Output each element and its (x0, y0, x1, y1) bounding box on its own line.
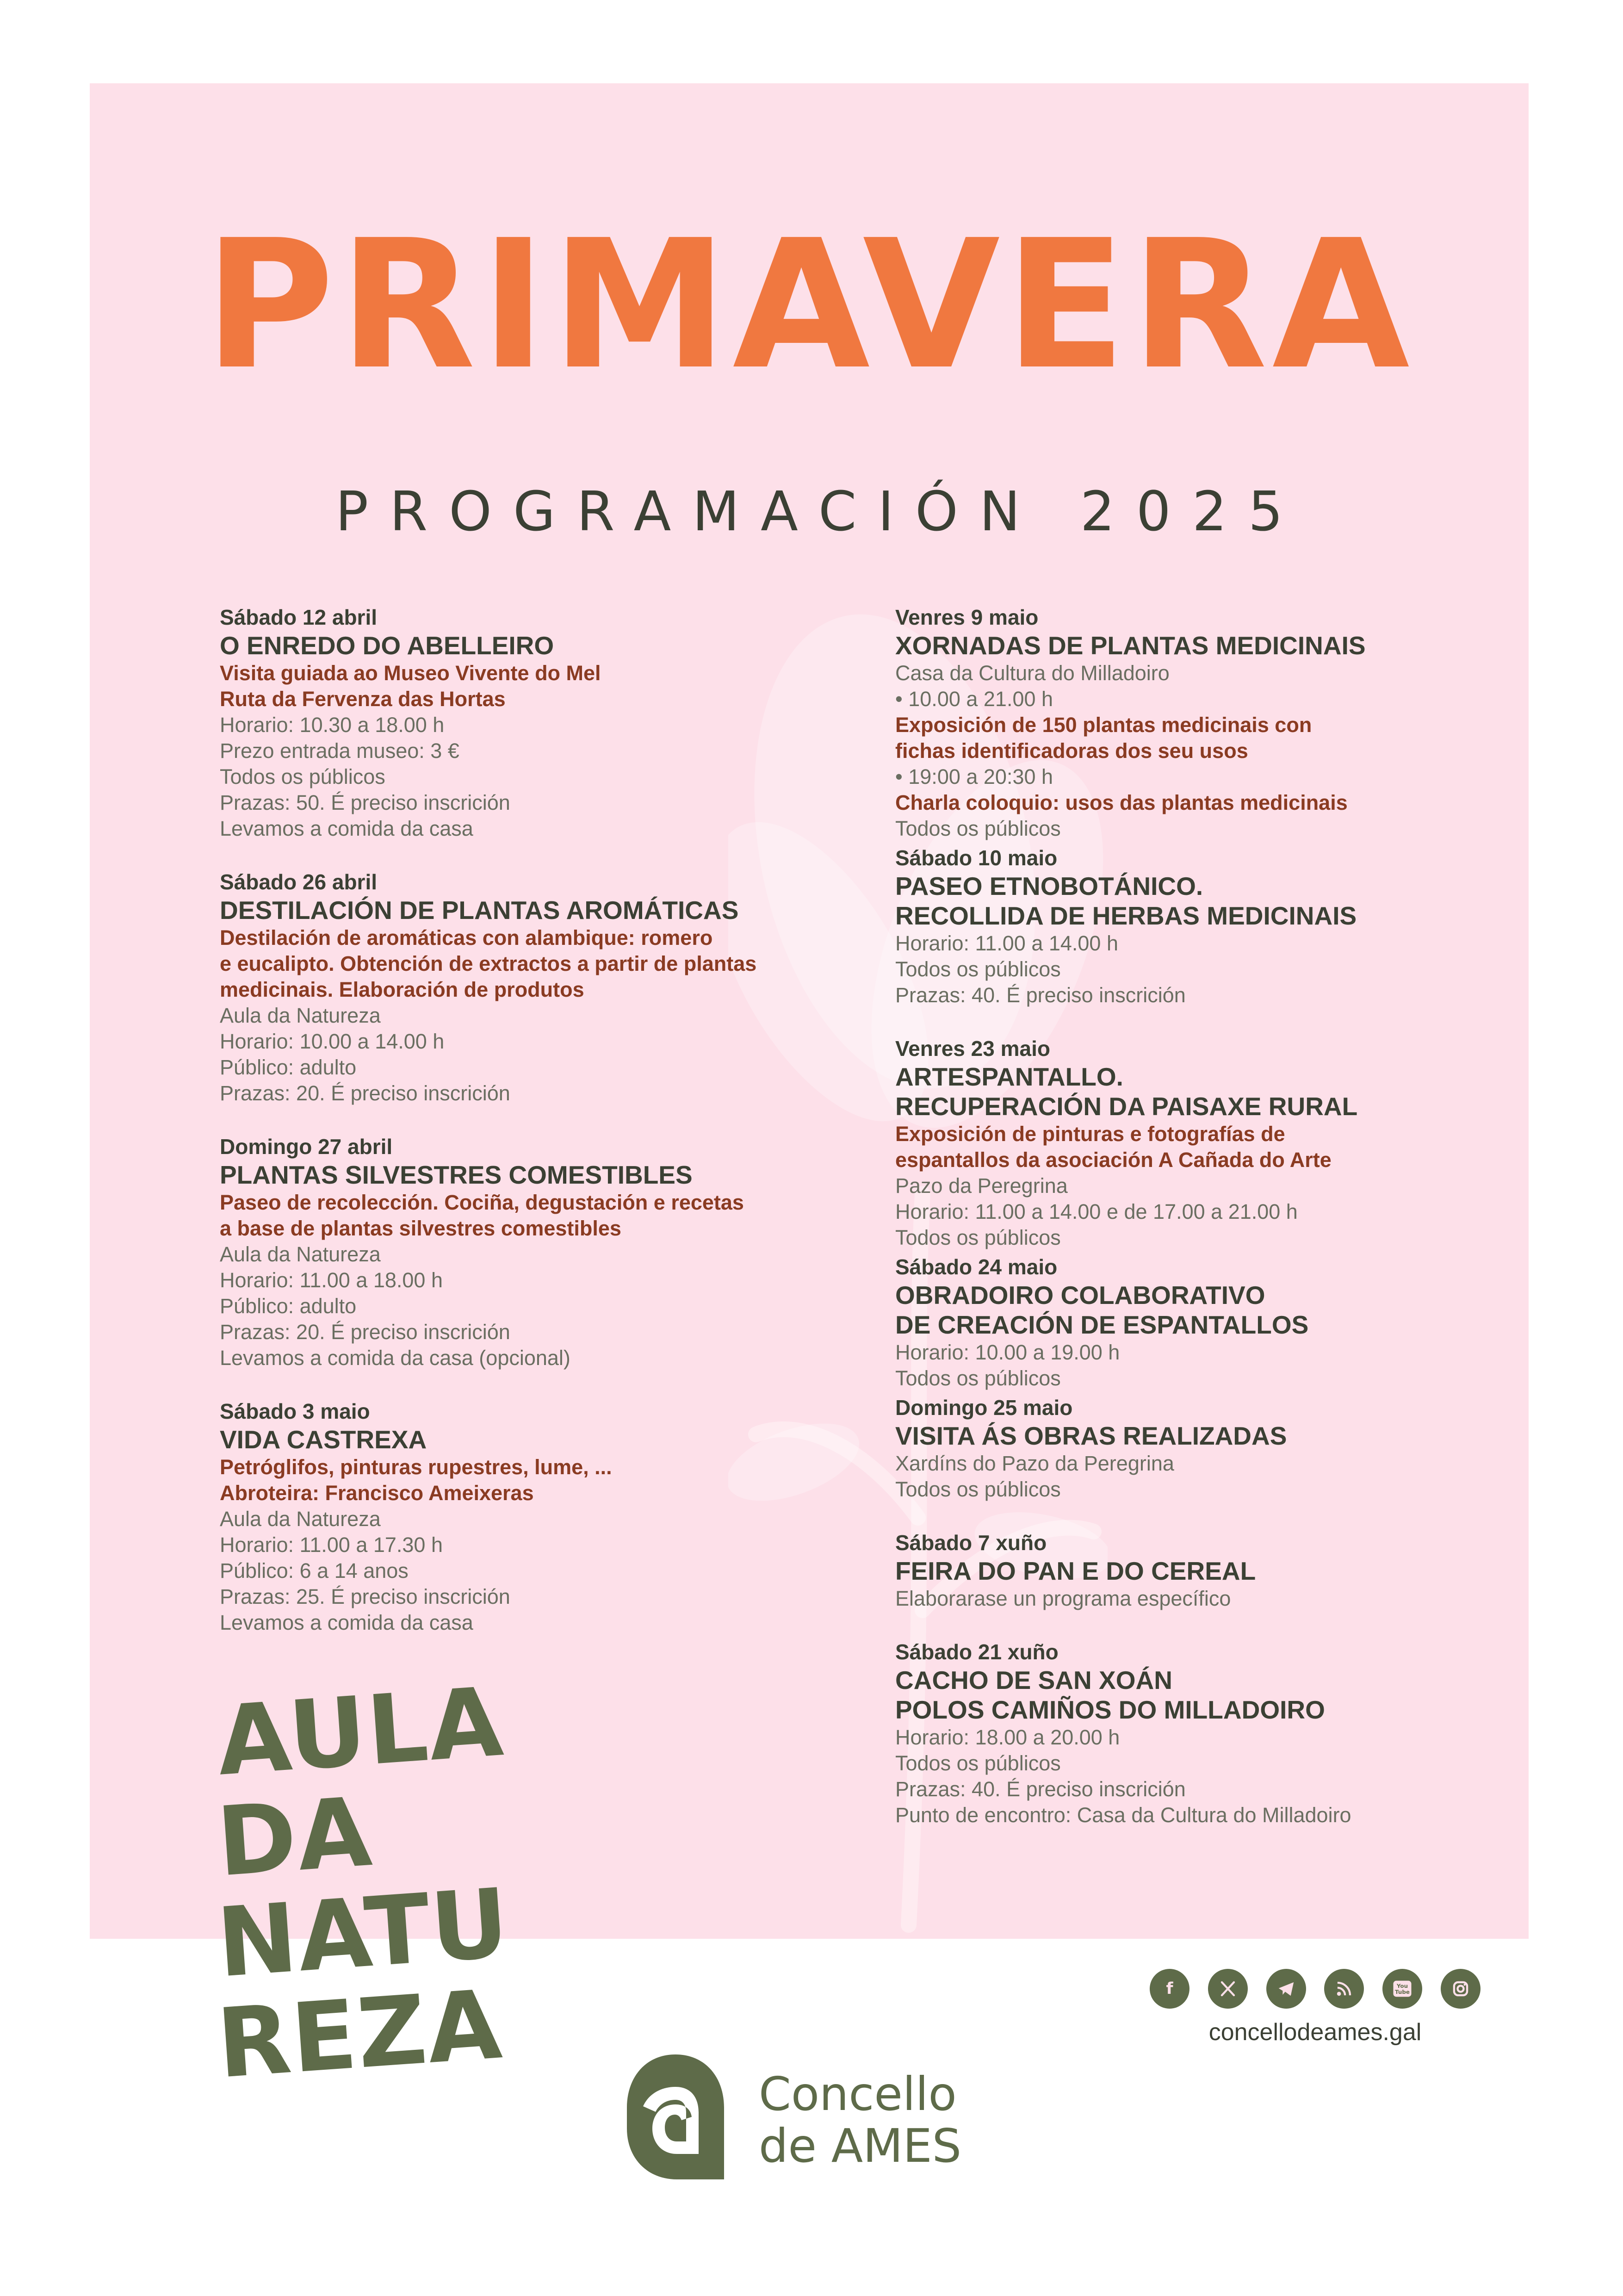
svg-text:f: f (1166, 1979, 1173, 1998)
event-description: Ruta da Fervenza das Hortas (220, 687, 506, 711)
event-block (220, 1133, 867, 1371)
page-title: PRIMAVERA (204, 202, 1414, 409)
aula-da-natureza-logo (213, 1666, 541, 2100)
event-description: Exposición de pinturas e fotografías de (895, 1122, 1285, 1146)
svg-text:Tube: Tube (1395, 1988, 1410, 1995)
event-info: Aula da Natureza (220, 1507, 381, 1531)
event-info: Prezo entrada museo: 3 € (220, 739, 459, 763)
events-column-right (895, 604, 1543, 1855)
event-info: Prazas: 20. É preciso inscrición (220, 1320, 510, 1344)
event-title: DESTILACIÓN DE PLANTAS AROMÁTICAS (220, 896, 739, 925)
event-block (895, 1529, 1543, 1612)
event-description: Petróglifos, pinturas rupestres, lume, ... (220, 1455, 612, 1479)
event-block (895, 1035, 1543, 1251)
event-info: Horario: 10.30 a 18.00 h (220, 713, 445, 737)
event-info: Público: adulto (220, 1055, 357, 1079)
telegram-icon[interactable] (1266, 1969, 1306, 2009)
event-block (895, 1253, 1543, 1391)
event-title: RECOLLIDA DE HERBAS MEDICINAIS (895, 901, 1357, 930)
event-info: Todos os públicos (895, 817, 1061, 840)
event-date: Venres 23 maio (895, 1036, 1050, 1061)
event-info: Todos os públicos (895, 1226, 1061, 1249)
event-info: Todos os públicos (895, 1751, 1061, 1775)
event-info: Xardíns do Pazo da Peregrina (895, 1452, 1174, 1475)
website-link[interactable]: concellodeames.gal (1208, 2019, 1422, 2046)
event-title: VIDA CASTREXA (220, 1425, 427, 1454)
aula-logo-line: DA (213, 1776, 376, 1898)
event-info: Horario: 18.00 a 20.00 h (895, 1725, 1120, 1749)
concello-ames-logo-text (759, 2068, 1083, 2172)
event-info: Horario: 11.00 a 14.00 h (895, 931, 1118, 955)
aula-logo-line: NATU (213, 1868, 513, 1999)
event-block (895, 604, 1543, 842)
event-info: Pazo da Peregrina (895, 1174, 1068, 1198)
event-title: RECUPERACIÓN DA PAISAXE RURAL (895, 1092, 1358, 1121)
event-title: ARTESPANTALLO. (895, 1062, 1123, 1091)
event-title: FEIRA DO PAN E DO CEREAL (895, 1557, 1256, 1585)
youtube-icon[interactable] (1382, 1969, 1422, 2009)
event-block (220, 869, 867, 1106)
event-info: Levamos a comida da casa (220, 1611, 473, 1634)
svg-text:You: You (1397, 1982, 1408, 1989)
instagram-icon[interactable] (1441, 1969, 1481, 2009)
event-info: Elaborarase un programa específico (895, 1587, 1231, 1610)
social-icons (1150, 1969, 1481, 2011)
event-info: Prazas: 50. É preciso inscrición (220, 791, 510, 814)
logo-line-2: de AMES (759, 2119, 962, 2173)
event-info: Público: adulto (220, 1294, 357, 1318)
event-info: Prazas: 40. É preciso inscrición (895, 1777, 1186, 1801)
event-info: Horario: 11.00 a 17.30 h (220, 1533, 443, 1557)
concello-ames-logo-icon (622, 2050, 729, 2184)
event-description: espantallos da asociación A Cañada do Arte (895, 1148, 1332, 1172)
x-icon[interactable] (1208, 1969, 1248, 2009)
event-date: Sábado 10 maio (895, 846, 1058, 870)
event-description: medicinais. Elaboración de produtos (220, 978, 584, 1001)
event-info: • 19:00 a 20:30 h (895, 765, 1053, 788)
event-info: Aula da Natureza (220, 1004, 381, 1027)
event-info: Prazas: 40. É preciso inscrición (895, 983, 1186, 1007)
event-info: Todos os públicos (895, 1366, 1061, 1390)
event-date: Sábado 3 maio (220, 1399, 370, 1423)
event-date: Sábado 24 maio (895, 1255, 1058, 1279)
event-info: Todos os públicos (895, 957, 1061, 981)
event-info: Horario: 11.00 a 14.00 e de 17.00 a 21.00 h (895, 1200, 1298, 1223)
event-title: OBRADOIRO COLABORATIVO (895, 1281, 1265, 1309)
event-date: Venres 9 maio (895, 605, 1039, 629)
event-date: Domingo 27 abril (220, 1135, 393, 1159)
event-description: Charla coloquio: usos das plantas medicinais (895, 791, 1348, 814)
event-info: Horario: 10.00 a 14.00 h (220, 1030, 445, 1053)
event-block (220, 604, 867, 842)
event-title: PLANTAS SILVESTRES COMESTIBLES (220, 1160, 693, 1189)
event-info: Casa da Cultura do Milladoiro (895, 661, 1170, 685)
event-description: fichas identificadoras dos seu usos (895, 739, 1248, 763)
event-description: a base de plantas silvestres comestibles (220, 1216, 621, 1240)
page-subtitle: PROGRAMACIÓN 2025 (335, 479, 1304, 543)
event-block (895, 1394, 1543, 1502)
aula-logo-line: REZA (213, 1969, 506, 2100)
event-date: Sábado 7 xuño (895, 1531, 1047, 1555)
event-info: • 10.00 a 21.00 h (895, 687, 1053, 711)
event-title: DE CREACIÓN DE ESPANTALLOS (895, 1310, 1309, 1339)
event-info: Todos os públicos (220, 765, 385, 788)
event-title: O ENREDO DO ABELLEIRO (220, 631, 554, 660)
event-info: Levamos a comida da casa (220, 817, 473, 840)
aula-logo-line: AULA (213, 1666, 507, 1797)
event-info: Todos os públicos (895, 1477, 1061, 1501)
event-description: Paseo de recolección. Cociña, degustación e recetas (220, 1191, 744, 1214)
event-title: XORNADAS DE PLANTAS MEDICINAIS (895, 631, 1366, 660)
event-description: e eucalipto. Obtención de extractos a partir de plantas (220, 952, 757, 975)
event-date: Sábado 12 abril (220, 605, 378, 629)
event-block (895, 1638, 1543, 1828)
event-description: Destilación de aromáticas con alambique: romero (220, 926, 713, 949)
event-info: Público: 6 a 14 anos (220, 1559, 409, 1582)
event-title: POLOS CAMIÑOS DO MILLADOIRO (895, 1695, 1325, 1724)
events-column-left (220, 604, 867, 1663)
event-info: Punto de encontro: Casa da Cultura do Milladoiro (895, 1803, 1351, 1827)
event-info: Prazas: 20. É preciso inscrición (220, 1081, 510, 1105)
event-description: Exposición de 150 plantas medicinais con (895, 713, 1312, 737)
facebook-icon[interactable] (1150, 1969, 1189, 2009)
event-title: PASEO ETNOBOTÁNICO. (895, 872, 1203, 900)
event-date: Sábado 21 xuño (895, 1640, 1059, 1664)
event-info: Horario: 11.00 a 18.00 h (220, 1268, 443, 1292)
event-date: Sábado 26 abril (220, 870, 378, 894)
event-info: Aula da Natureza (220, 1242, 381, 1266)
event-date: Domingo 25 maio (895, 1396, 1073, 1420)
event-block (220, 1398, 867, 1636)
event-description: Abroteira: Francisco Ameixeras (220, 1481, 534, 1505)
logo-line-1: Concello (759, 2067, 957, 2121)
rss-icon[interactable] (1324, 1969, 1364, 2009)
event-info: Horario: 10.00 a 19.00 h (895, 1340, 1120, 1364)
event-info: Levamos a comida da casa (opcional) (220, 1346, 570, 1370)
event-info: Prazas: 25. É preciso inscrición (220, 1585, 510, 1608)
event-block (895, 844, 1543, 1008)
event-title: VISITA ÁS OBRAS REALIZADAS (895, 1421, 1287, 1450)
event-description: Visita guiada ao Museo Vivente do Mel (220, 661, 601, 685)
event-title: CACHO DE SAN XOÁN (895, 1666, 1172, 1694)
